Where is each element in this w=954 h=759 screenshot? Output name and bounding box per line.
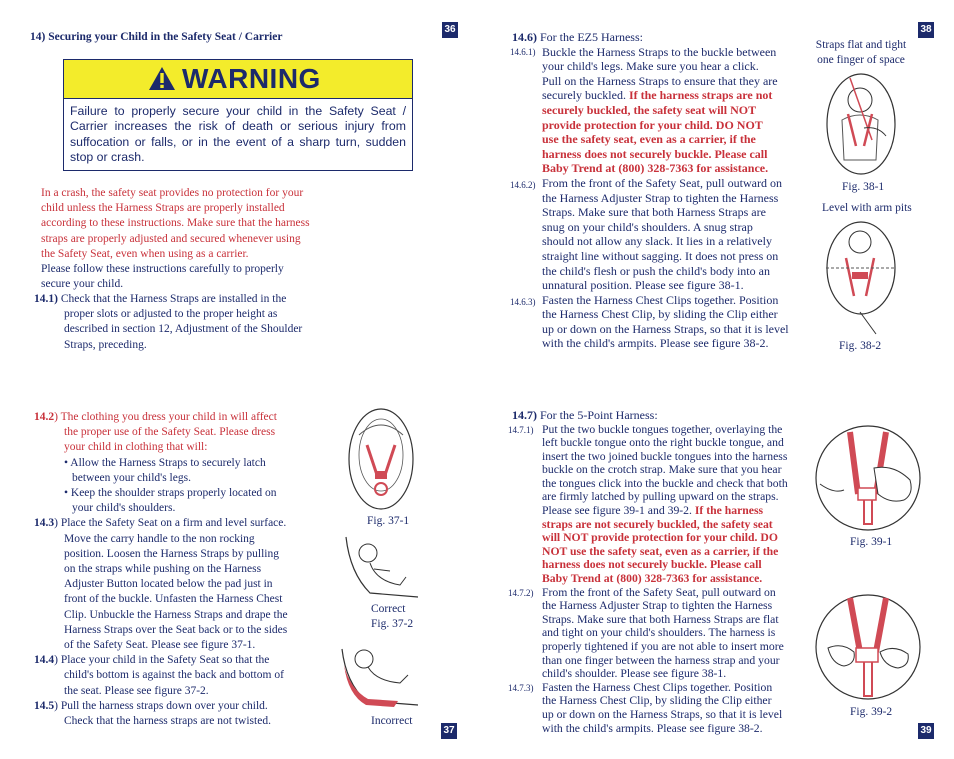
text-line: Clip. Unbuckle the Harness Straps and drape the [64, 608, 288, 621]
figure-incorrect [338, 645, 420, 727]
text-line: From the front of the Safety Seat, pull outward on [542, 585, 776, 599]
text-line: should not allow any slack. It lies in a relatively [542, 234, 772, 249]
figure-39-1 [814, 424, 922, 548]
section-heading: 14) Securing your Child in the Safety Seat / Carrier [30, 31, 283, 43]
text-line: with the child's armpits. Please see figure 38-2. [542, 721, 763, 735]
step-14-6-1 [510, 45, 806, 351]
figure-38-2 [820, 216, 902, 352]
text-line: From the front of the Safety Seat, pull outward on [542, 175, 782, 190]
page-number-36: 36 [442, 22, 458, 38]
text-line: straps are not securely buckled, the safety seat [542, 517, 773, 531]
warning-box [63, 59, 413, 171]
text-line: Please see figure 39-1 and 39-2. [542, 504, 695, 518]
text-line: up or down on the Harness Straps, so that it is level [542, 707, 783, 721]
text-line: Baby Trend at (800) 328-7363 for assistance. [542, 572, 763, 586]
text-line: snug on your child's shoulders. A snug strap [542, 219, 753, 234]
text-line: the child's flesh or push the child's body into an [542, 263, 770, 278]
text-line: front of the buckle. Unfasten the Harness Chest [64, 593, 283, 606]
warning-header [64, 60, 412, 99]
correct-position-illustration [340, 533, 420, 605]
text-line: the Harness Chest Clip, by sliding the Clip either [542, 307, 778, 322]
text-line: Put the two buckle tongues together, overlaying the [542, 422, 783, 436]
step-number: 14.7.1) [508, 424, 534, 435]
warning-text-inline: If the harness [694, 504, 764, 518]
text-line: securely buckled, the safety seat will NOT [542, 102, 757, 117]
text-line: Fasten the Harness Chest Clips together. Position [542, 680, 773, 694]
figure-38-1 [820, 70, 902, 193]
step-number: 14.1) [34, 293, 58, 305]
warning-title: WARNING [182, 63, 321, 94]
text-line: will NOT provide protection for your child. DO [542, 531, 778, 545]
step-14-1 [34, 292, 302, 353]
text-line: Please follow these instructions carefully to properly [41, 263, 284, 275]
text-line: securely buckled. [542, 88, 629, 103]
text-line: child unless the Harness Straps are properly installed [41, 202, 285, 215]
step-title: For the EZ5 Harness: [537, 30, 643, 44]
text-line: child's shoulder. Please see figure 38-1. [542, 667, 727, 681]
step-number: 14.6.3) [510, 296, 536, 307]
text-line: than one finger between the harness strap and your [542, 653, 780, 667]
step-14-7-body [508, 423, 808, 736]
text-line: up or down on the Harness Straps, so that it is level [542, 321, 789, 336]
text-line: Adjuster Button located below the pad just in [64, 578, 273, 591]
car-seat-illustration [345, 405, 417, 513]
text-line: Straps. Make sure that both Harness Straps are [542, 205, 766, 220]
text-line: your child's shoulders. [72, 502, 176, 515]
text-line: properly tightened if you are not able to insert more [542, 640, 784, 653]
step-number: 14.3 [34, 517, 55, 530]
text-line: described in section 12, Adjustment of the Shoulder [64, 323, 303, 336]
text-line: Straps. Make sure that both Harness Straps are flat [542, 612, 779, 626]
step-title: For the 5-Point Harness: [537, 408, 658, 422]
figure-37-1 [345, 405, 417, 527]
step-number: 14.5 [34, 699, 55, 712]
text-line: buckle on the crotch strap. Make sure that you hear [542, 463, 782, 477]
step-14-6 [512, 30, 643, 45]
text-line: the Harness Adjuster Strap to tighten the Harness [542, 599, 773, 613]
text-line: provide protection for your child. DO NOT [542, 117, 763, 132]
page-number-39: 39 [918, 723, 934, 739]
text-line: Check that the harness straps are not twisted. [64, 715, 271, 728]
text-line: the tongues click into the buckle and check that both [542, 476, 788, 490]
figure-caption: Fig. 39-1 [850, 536, 893, 548]
incorrect-position-illustration [338, 645, 420, 711]
follow-notice [41, 262, 284, 292]
step-number: 14.2 [34, 411, 55, 423]
text-line: and tight on your child's shoulders. The harness is [542, 626, 776, 640]
text-line: position. Loosen the Harness Straps by pulling [64, 547, 279, 560]
text-line: Move the carry handle to the non rocking [64, 532, 255, 545]
buckle-tongues-illustration [814, 424, 922, 532]
text-line: In a crash, the safety seat provides no protection for your [41, 187, 304, 199]
text-line: between your child's legs. [72, 471, 191, 484]
figure-caption: Fig. 38-1 [842, 181, 885, 193]
figure-caption: Fig. 37-2 [371, 618, 414, 630]
text-line: secure your child. [41, 278, 124, 291]
text-line: Harness Straps over the Seat back or to the sides [64, 623, 288, 636]
text-line: straps are properly adjusted and secured whenever using [41, 232, 301, 245]
text-line: unnatural position. Please see figure 38-1. [542, 278, 744, 293]
figure-39-2 [814, 592, 922, 718]
warning-text: Failure to properly secure your child in the Safety Seat / Carrier increases the risk of death or serious injury from suffocation or falls, or in the event of a sharp turn, sudden stop or crash. [70, 104, 406, 165]
figure-caption: Fig. 38-2 [839, 340, 882, 352]
text-line: NOT use the safety seat, even as a carrier, if the [542, 544, 779, 558]
text-line: the Harness Adjuster Strap to tighten the Harness [542, 190, 779, 205]
incorrect-label: Incorrect [371, 715, 413, 727]
step-number: 14.7.3) [508, 682, 534, 693]
text-line: Straps, preceding. [64, 338, 147, 351]
bullet-item: • Allow the Harness Straps to securely latch [64, 456, 266, 469]
step-number: 14.4 [34, 654, 55, 667]
page-number-37: 37 [441, 723, 457, 739]
text-line: the seat. Please see figure 37-2. [64, 684, 209, 697]
step-14-2 [34, 410, 288, 729]
text-line: left buckle tongue onto the right buckle tongue, and [542, 436, 784, 450]
straps-caption [809, 38, 913, 68]
text-line: ) Place the Safety Seat on a firm and level surface. [54, 517, 287, 530]
step-number: 14.6.1) [510, 46, 536, 57]
text-line: child's bottom is against the back and bottom of [64, 669, 284, 682]
bullet-item: • Keep the shoulder straps properly located on [64, 487, 277, 500]
correct-label: Correct [371, 603, 406, 615]
step-number: 14.6.2) [510, 179, 536, 190]
text-line: are firmly latched by pulling upward on the straps. [542, 490, 779, 504]
step-14-7 [512, 408, 658, 423]
text-line: ) Place your child in the Safety Seat so that the [54, 654, 270, 667]
latched-buckle-illustration [814, 592, 922, 702]
text-line: Fasten the Harness Chest Clips together. Position [542, 292, 779, 307]
crash-notice [41, 186, 310, 262]
text-line: insert the two joined buckle tongues into the harness [542, 449, 788, 463]
level-caption: Level with arm pits [822, 202, 912, 214]
page-number-38: 38 [918, 22, 934, 38]
text-line: harness does not securely buckle. Please call [542, 146, 768, 161]
text-line: Baby Trend at (800) 328-7363 for assistance. [542, 161, 769, 176]
straps-tight-illustration [820, 70, 902, 178]
text-line: ) The clothing you dress your child in will affect [54, 411, 277, 423]
figure-37-2 [340, 533, 420, 630]
text-line: according to these instructions. Make sure that the harness [41, 217, 310, 230]
figure-caption: Fig. 39-2 [850, 706, 893, 718]
chest-clip-illustration [820, 216, 902, 336]
text-line: on the straps while pushing on the Harness [64, 563, 262, 576]
step-number: 14.7.2) [508, 587, 534, 598]
step-number: 14.6) [512, 30, 537, 44]
figure-caption: Fig. 37-1 [367, 515, 410, 527]
text-line: the proper use of the Safety Seat. Please dress [64, 426, 276, 439]
text-line: your child's legs. Make sure you hear a click. [542, 59, 759, 74]
text-line: the Harness Chest Clip, by sliding the Clip either [542, 694, 772, 708]
text-line: the Safety Seat, even when using as a carrier. [41, 247, 249, 260]
text-line: of the Safety Seat. Please see figure 37-1. [64, 639, 256, 652]
text-line: Buckle the Harness Straps to the buckle between [542, 44, 777, 59]
text-line: straight line without sagging. It does not press on [542, 248, 779, 263]
text-line: Check that the Harness Straps are installed in the [60, 293, 287, 305]
text-line: ) Pull the harness straps down over your child. [54, 699, 268, 712]
text-line: proper slots or adjusted to the proper height as [64, 308, 278, 321]
text-line: with the child's armpits. Please see figure 38-2. [542, 336, 769, 351]
text-line: harness does not securely buckle. Please call [542, 558, 762, 572]
text-line: Pull on the Harness Straps to ensure that they are [542, 73, 778, 88]
text-line: use the safety seat, even as a carrier, if the [542, 132, 756, 147]
text-line: one finger of space [817, 54, 905, 66]
step-number: 14.7) [512, 408, 537, 422]
text-line: Straps flat and tight [815, 39, 907, 51]
warning-triangle-icon [148, 66, 176, 91]
warning-text-inline: If the harness straps are not [628, 88, 773, 103]
text-line: your child in clothing that will: [64, 441, 208, 454]
